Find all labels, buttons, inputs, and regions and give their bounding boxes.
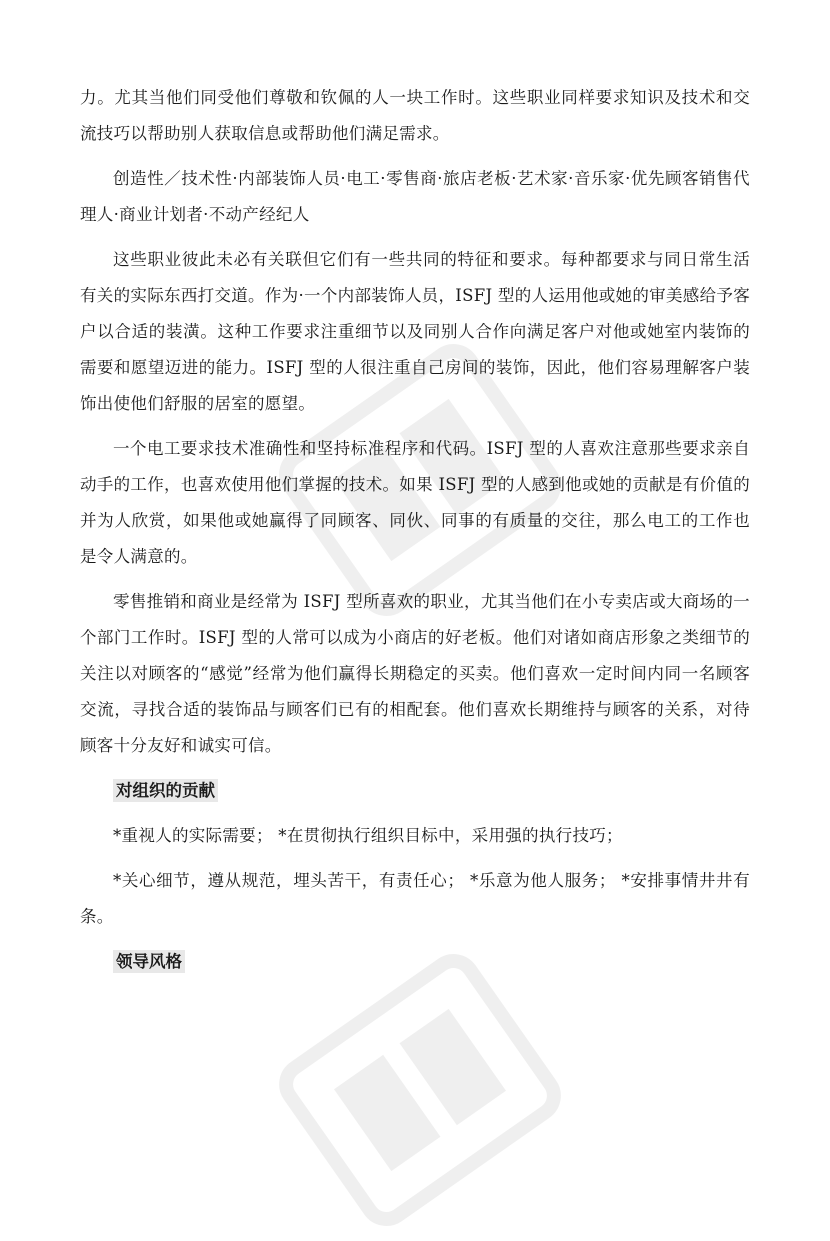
paragraph-occupation-list: 创造性／技术性·内部装饰人员·电工·零售商·旅店老板·艺术家·音乐家·优先顾客销售代理人·商业计划者·不动产经纪人: [80, 169, 750, 224]
paragraph-interior-decorator: 这些职业彼此未必有关联但它们有一些共同的特征和要求。每种都要求与同日常生活有关的实际东西打交道。作为·一个内部装饰人员，ISFJ 型的人运用他或她的审美感给予客户以合适的装潢。这种工作要求注重细节以及同别人合作向满足客户对他或她室内装饰的需要和愿望迈进的能力。ISFJ 型的人很注重自己房间的装饰，因此，他们容易理解客户装饰出使他们舒服的居室的愿望。: [80, 250, 750, 413]
heading-leadership: [80, 944, 750, 980]
heading-contribution-text: 对组织的贡献: [113, 779, 218, 802]
paragraph-electrician: 一个电工要求技术准确性和坚持标准程序和代码。ISFJ 型的人喜欢注意那些要求亲自动手的工作，也喜欢使用他们掌握的技术。如果 ISFJ 型的人感到他或她的贡献是有价值的并为人欣赏，如果他或她赢得了同顾客、同伙、同事的有质量的交往，那么电工的工作也是令人满意的。: [80, 439, 750, 566]
contribution-line-1: *重视人的实际需要； *在贯彻执行组织目标中，采用强的执行技巧；: [113, 826, 623, 845]
heading-leadership-text: 领导风格: [113, 950, 185, 973]
contribution-line-2: *关心细节，遵从规范，埋头苦干，有责任心； *乐意为他人服务； *安排事情井井有条。: [80, 871, 750, 926]
heading-contribution: [80, 773, 750, 809]
paragraph-intro: 力。尤其当他们同受他们尊敬和钦佩的人一块工作时。这些职业同样要求知识及技术和交流技巧以帮助别人获取信息或帮助他们满足需求。: [80, 88, 750, 143]
paragraph-retail: 零售推销和商业是经常为 ISFJ 型所喜欢的职业，尤其当他们在小专卖店或大商场的一个部门工作时。ISFJ 型的人常可以成为小商店的好老板。他们对诸如商店形象之类细节的关注以对顾客的“感觉”经常为他们赢得长期稳定的买卖。他们喜欢一定时间内同一名顾客交流，寻找合适的装饰品与顾客们已有的相配套。他们喜欢长期维持与顾客的关系，对待顾客十分友好和诚实可信。: [80, 592, 750, 755]
